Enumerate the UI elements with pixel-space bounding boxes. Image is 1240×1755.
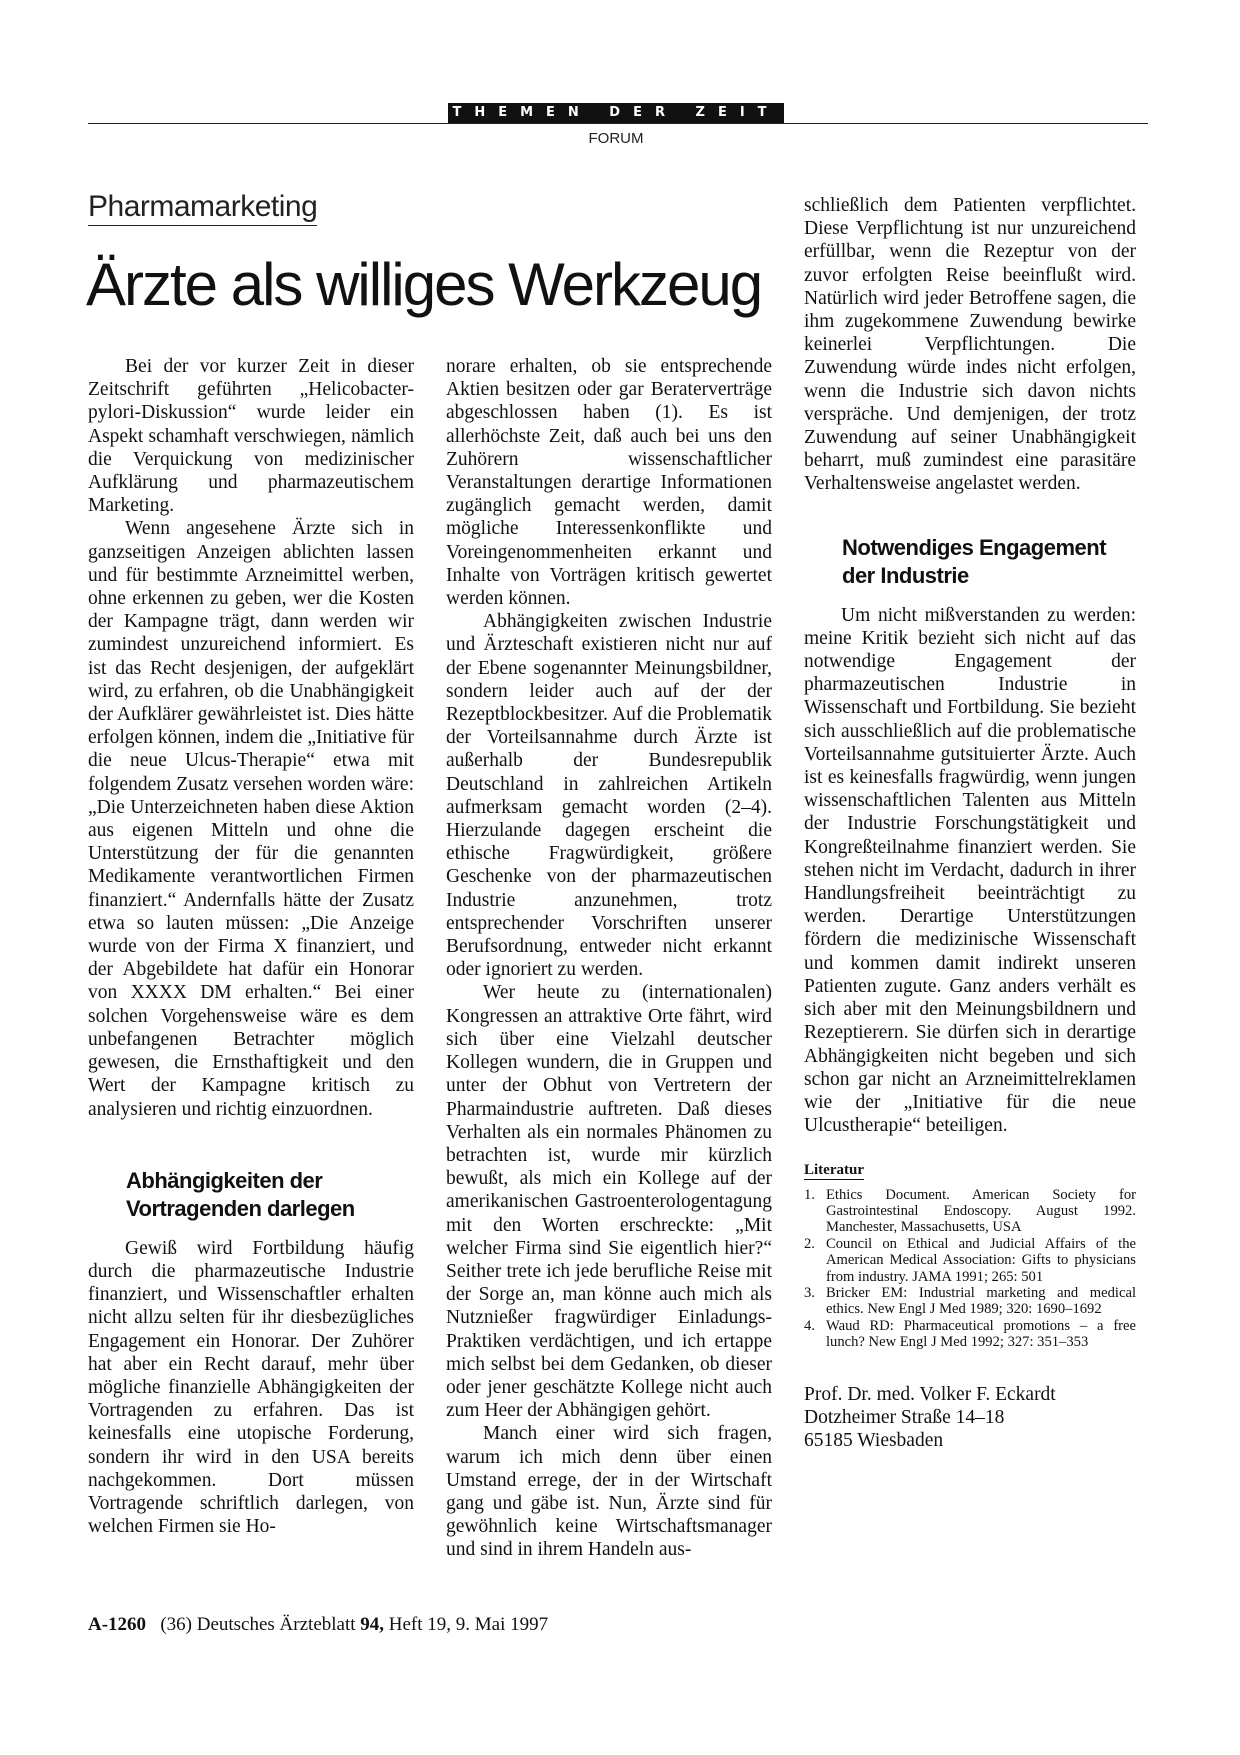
paragraph: Manch einer wird sich fragen, warum ich mich denn über einen Umstand errege, der in der Wirtschaft gang und gäbe ist. Nun, Ärzte sind für gewöhnlich keine Wirtschaftsmanager und sind in ihrem Handeln aus- (446, 1423, 772, 1561)
subheading: Notwendiges Engagement der Industrie (842, 534, 1107, 588)
header-rule (88, 123, 1148, 124)
subheading: Abhängigkeiten der Vortragenden darlegen (126, 1167, 355, 1221)
paragraph: Wer heute zu (internationalen) Kongressen an attraktive Orte fährt, wird sich über eine Vielzahl deutscher Kollegen wundern, die in Gruppen und unter der Obhut von Vertretern der Pharmaindustrie auftreten. Daß dieses Verhalten als ein normales Phänomen zu betrachten ist, wurde mir kürzlich bewußt, als mich ein Kollege auf der amerikanischen Gastroenterologentagung mit den Worten erschreckte: „Mit welcher Firma sind Sie eigentlich hier?“ Seither trete ich jede berufliche Reise mit der Sorge an, man könne auch mich als Nutznießer fragwürdiger Einladungs-Praktiken verdächtigen, und ich ertappe mich selbst bei dem Gedanken, ob dieser oder jener geschätzte Kollege nicht auch zum Heer der Abhängigen gehört. (446, 982, 772, 1422)
author-city: 65185 Wiesbaden (804, 1429, 944, 1451)
literature-title: Literatur (804, 1162, 864, 1179)
column-2 (446, 355, 772, 1562)
paragraph: Bei der vor kurzer Zeit in dieser Zeitschrift geführten „Helicobacter-pylori-Diskussion“ wurde leider ein Aspekt schamhaft verschwiegen, nämlich die Verquickung von medizinischer Aufklärung und pharmazeutischem Marketing. (88, 356, 414, 517)
reference-item (804, 1187, 1136, 1236)
reference-item (804, 1285, 1136, 1318)
reference-item (804, 1318, 1136, 1351)
paragraph: Um nicht mißverstanden zu werden: meine Kritik bezieht sich nicht auf das notwendige Engagement der pharmazeutischen Industrie in Wissenschaft und Fortbildung. Sie bezieht sich ausschließlich auf die problematische Vorteilsannahme gutsituierter Ärzte. Auch ist es keinesfalls fragwürdig, wenn jungen wissenschaftlichen Talenten aus Mitteln der Industrie Forschungstätigkeit und Kongreßteilnahme finanziert werden. Sie stehen nicht im Verdacht, dadurch in ihrer Handlungsfreiheit beeinträchtigt zu werden. Derartige Unterstützungen fördern die medizinische Wissenschaft und kommen damit indirekt unseren Patienten zugute. Ganz anders verhält es sich aber mit den Meinungsbildnern und Rezeptierern. Sie dürfen sich in derartige Abhängigkeiten nicht begeben und sich schon gar nicht an Arzneimittelreklamen wie der „Initiative für die neue Ulcustherapie“ beteiligen. (804, 604, 1136, 1137)
section-banner: THEMEN DER ZEIT (448, 103, 784, 123)
journal-issue: Heft 19, 9. Mai 1997 (388, 1614, 549, 1635)
journal-name: Deutsches Ärzteblatt (196, 1614, 356, 1635)
reference-number: 1. (804, 1186, 815, 1203)
journal-volume: 94, (360, 1614, 385, 1635)
reference-number: 4. (804, 1317, 815, 1334)
article-title: Ärzte als williges Werkzeug (86, 251, 762, 318)
reference-list (804, 1187, 1136, 1351)
paragraph: schließlich dem Patienten verpflichtet. Diese Verpflichtung ist nur unzureichend erfüllbar, wenn die Rezeptur von der zuvor erfolgten Reise beeinflußt wird. Natürlich wird jeder Betroffene sagen, die ihm zugekommene Zuwendung bewirke keinerlei Verpflichtungen. Die Zuwendung würde indes nicht erfolgen, wenn die Industrie sich davon nichts verspräche. Und demjenigen, der trotz Zuwendung auf seiner Unabhängigkeit beharrt, muß zumindest eine parasitäre Verhaltensweise angelastet werden. (804, 195, 1136, 495)
reference-text: Ethics Document. American Society for Gastrointestinal Endoscopy. August 1992. Manchester, Massachusetts, USA (826, 1186, 1136, 1236)
reference-number: 2. (804, 1235, 815, 1252)
paragraph: Gewiß wird Fortbildung häufig durch die pharmazeutische Industrie finanziert, und Wissenschaftler erhalten nicht allzu selten für ihr diesbezügliches Engagement ein Honorar. Der Zuhörer hat aber ein Recht darauf, mehr über mögliche finanzielle Abhängigkeiten der Vortragenden zu erfahren. Das ist keinesfalls eine utopische Forderung, sondern ihr wird in den USA bereits nachgekommen. Dort müssen Vortragende schriftlich darlegen, von welchen Firmen sie Ho- (88, 1237, 414, 1538)
column-3 (804, 194, 1136, 1452)
author-name: Prof. Dr. med. Volker F. Eckardt (804, 1383, 1056, 1405)
paragraph: Abhängigkeiten zwischen Industrie und Ärzteschaft existieren nicht nur auf der Ebene sogenannter Meinungsbildner, sondern leider auch auf der der Rezeptblockbesitzer. Auf die Problematik der Vorteilsannahme durch Ärzte ist außerhalb der Bundesrepublik Deutschland in zahlreichen Artikeln aufmerksam gemacht worden (2–4). Hierzulande dagegen erscheint die ethische Fragwürdigkeit, größere Geschenke von der pharmazeutischen Industrie anzunehmen, trotz entsprechender Vorschriften unserer Berufsordnung, entweder nicht erkannt oder ignoriert zu werden. (446, 611, 772, 981)
column-1 (88, 355, 414, 1538)
author-street: Dotzheimer Straße 14–18 (804, 1406, 1005, 1428)
page-number: A-1260 (88, 1614, 147, 1635)
page-footer (88, 1614, 548, 1636)
reference-text: Waud RD: Pharmaceutical promotions – a free lunch? New Engl J Med 1992; 327: 351–353 (826, 1317, 1136, 1351)
reference-number: 3. (804, 1284, 815, 1301)
issue-page: (36) (160, 1614, 192, 1635)
reference-text: Bricker EM: Industrial marketing and medical ethics. New Engl J Med 1989; 320: 1690–1692 (826, 1284, 1136, 1318)
reference-item (804, 1236, 1136, 1285)
section-subtitle: FORUM (588, 130, 644, 147)
article-kicker: Pharmamarketing (88, 190, 317, 226)
paragraph: norare erhalten, ob sie entsprechende Aktien besitzen oder gar Beraterverträge abgeschlossen haben (1). Es ist allerhöchste Zeit, daß auch bei uns den Zuhörern wissenschaftlicher Veranstaltungen derartige Informationen zugänglich gemacht werden, damit mögliche Interessenkonflikte und Voreingenommenheiten erkannt und Inhalte von Vorträgen kritisch gewertet werden können. (446, 356, 772, 610)
author-address (804, 1383, 1136, 1453)
paragraph: Wenn angesehene Ärzte sich in ganzseitigen Anzeigen ablichten lassen und für bestimmte Arzneimittel werben, ohne erkennen zu geben, wer die Kosten der Kampagne trägt, dann werden wir zumindest unzureichend informiert. Es ist das Recht desjenigen, der aufgeklärt wird, zu erfahren, ob die Unabhängigkeit der Aufklärer gewährleistet ist. Dies hätte erfolgen können, indem die „Initiative für die neue Ulcus-Therapie“ etwa mit folgendem Zusatz versehen worden wäre: „Die Unterzeichneten haben diese Aktion aus eigenen Mitteln und ohne die Unterstützung der für die genannten Medikamente verantwortlichen Firmen finanziert.“ Andernfalls hätte der Zusatz etwa so lauten müssen: „Die Anzeige wurde von der Firma X finanziert, und der Abgebildete hat dafür ein Honorar von XXXX DM erhalten.“ Bei einer solchen Vorgehensweise wäre es dem unbefangenen Betrachter möglich gewesen, die Ernsthaftigkeit und den Wert der Kampagne kritisch zu analysieren und richtig einzuordnen. (88, 518, 414, 1120)
reference-text: Council on Ethical and Judicial Affairs of the American Medical Association: Gifts to physicians from industry. JAMA 1991; 265: 501 (826, 1235, 1136, 1285)
